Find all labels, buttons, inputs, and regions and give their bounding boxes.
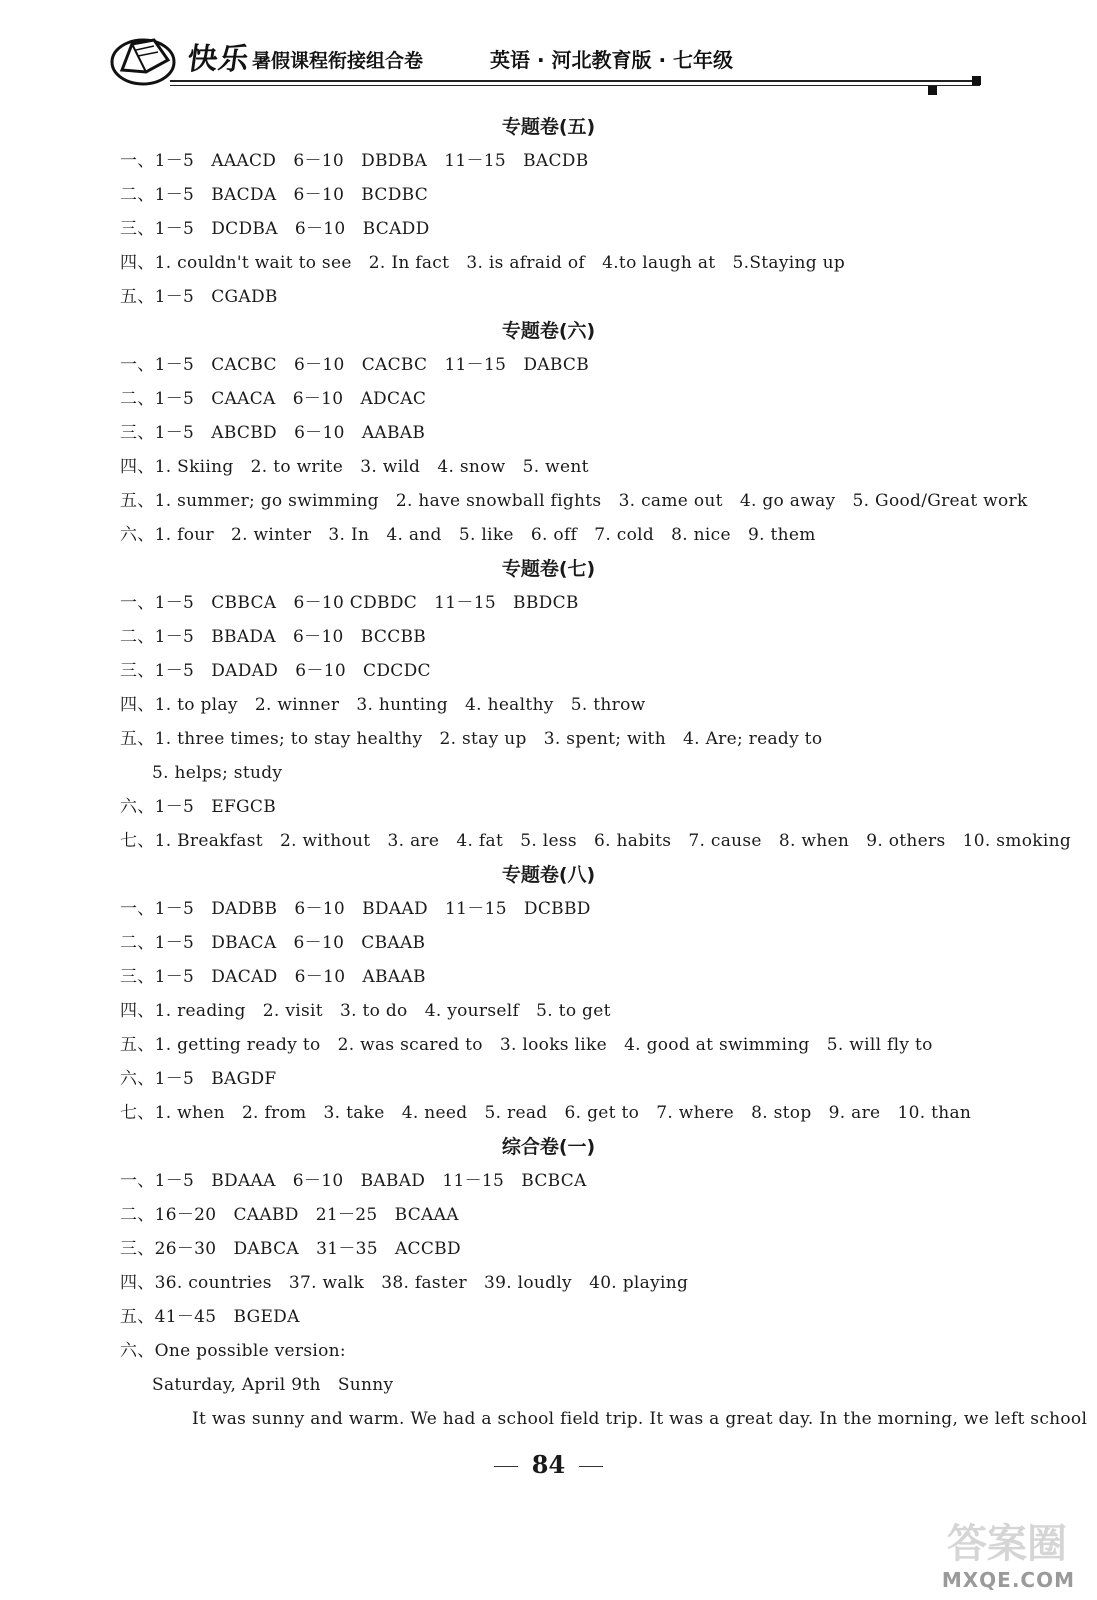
answer-line: 三、1－5 DADAD 6－10 CDCDC	[120, 661, 431, 681]
section-title: 专题卷(七)	[501, 558, 596, 580]
answer-line: 五、1. summer; go swimming 2. have snowball fights 3. came out 4. go away 5. Good/Great work	[120, 491, 1028, 511]
header-square-marker	[972, 76, 981, 85]
answer-line: 五、41－45 BGEDA	[120, 1307, 300, 1327]
answer-line: 六、One possible version:	[120, 1341, 346, 1361]
answer-line: 四、1. reading 2. visit 3. to do 4. yourself 5. to get	[120, 1001, 611, 1021]
answer-line: 七、1. when 2. from 3. take 4. need 5. read 6. get to 7. where 8. stop 9. are 10. than	[120, 1103, 972, 1123]
answer-line: 5. helps; study	[152, 763, 283, 783]
answer-line: 五、1. getting ready to 2. was scared to 3. looks like 4. good at swimming 5. will fly to	[120, 1035, 933, 1055]
section-title: 综合卷(一)	[501, 1136, 596, 1158]
answer-line: 三、26－30 DABCA 31－35 ACCBD	[120, 1239, 461, 1259]
answer-line: 二、1－5 DBACA 6－10 CBAAB	[120, 933, 426, 953]
answer-line: 二、1－5 BACDA 6－10 BCDBC	[120, 185, 429, 205]
answer-line: 七、1. Breakfast 2. without 3. are 4. fat 5. less 6. habits 7. cause 8. when 9. others 10. smoking	[120, 831, 1071, 851]
series-title: 暑假课程衔接组合卷	[252, 50, 424, 72]
answer-line: 四、1. couldn't wait to see 2. In fact 3. is afraid of 4.to laugh at 5.Staying up	[120, 253, 846, 273]
answer-line: Saturday, April 9th Sunny	[152, 1375, 394, 1395]
page-header	[110, 30, 990, 92]
answer-line: 一、1－5 AAACD 6－10 DBDBA 11－15 BACDB	[120, 151, 589, 171]
answer-line: 三、1－5 ABCBD 6－10 AABAB	[120, 423, 426, 443]
answer-line: 二、1－5 CAACA 6－10 ADCAC	[120, 389, 427, 409]
subject-title: 英语 · 河北教育版 · 七年级	[490, 48, 734, 72]
answer-line: 二、16－20 CAABD 21－25 BCAAA	[120, 1205, 459, 1225]
watermark-url: MXQE.COM	[941, 1568, 1075, 1592]
header-rule	[170, 80, 980, 86]
answer-line: 四、36. countries 37. walk 38. faster 39. loudly 40. playing	[120, 1273, 689, 1293]
section-title: 专题卷(五)	[501, 116, 596, 138]
answer-line: 六、1－5 EFGCB	[120, 797, 277, 817]
answer-line: 六、1. four 2. winter 3. In 4. and 5. like 6. off 7. cold 8. nice 9. them	[120, 525, 816, 545]
answer-line: 一、1－5 CBBCA 6－10 CDBDC 11－15 BBDCB	[120, 593, 579, 613]
answer-line: 四、1. to play 2. winner 3. hunting 4. healthy 5. throw	[120, 695, 646, 715]
page-number: 84	[0, 1450, 1097, 1479]
answer-line: 三、1－5 DACAD 6－10 ABAAB	[120, 967, 426, 987]
section-title: 专题卷(六)	[501, 320, 596, 342]
answer-line: It was sunny and warm. We had a school field trip. It was a great day. In the morning, we left school	[192, 1409, 1088, 1429]
answer-line: 六、1－5 BAGDF	[120, 1069, 277, 1089]
header-square-marker	[928, 86, 937, 95]
answer-line: 二、1－5 BBADA 6－10 BCCBB	[120, 627, 427, 647]
svg-text:答案圈: 答案圈	[947, 1521, 1067, 1567]
answer-line: 一、1－5 DADBB 6－10 BDAAD 11－15 DCBBD	[120, 899, 591, 919]
answer-line: 一、1－5 CACBC 6－10 CACBC 11－15 DABCB	[120, 355, 590, 375]
answer-line: 五、1－5 CGADB	[120, 287, 278, 307]
answer-line: 四、1. Skiing 2. to write 3. wild 4. snow 5. went	[120, 457, 589, 477]
answer-key-content	[120, 110, 1088, 1436]
answer-line: 三、1－5 DCDBA 6－10 BCADD	[120, 219, 430, 239]
answer-line: 五、1. three times; to stay healthy 2. stay up 3. spent; with 4. Are; ready to	[120, 729, 823, 749]
answer-line: 一、1－5 BDAAA 6－10 BABAD 11－15 BCBCA	[120, 1171, 587, 1191]
section-title: 专题卷(八)	[501, 864, 596, 886]
brand-title: 快乐	[185, 42, 252, 77]
